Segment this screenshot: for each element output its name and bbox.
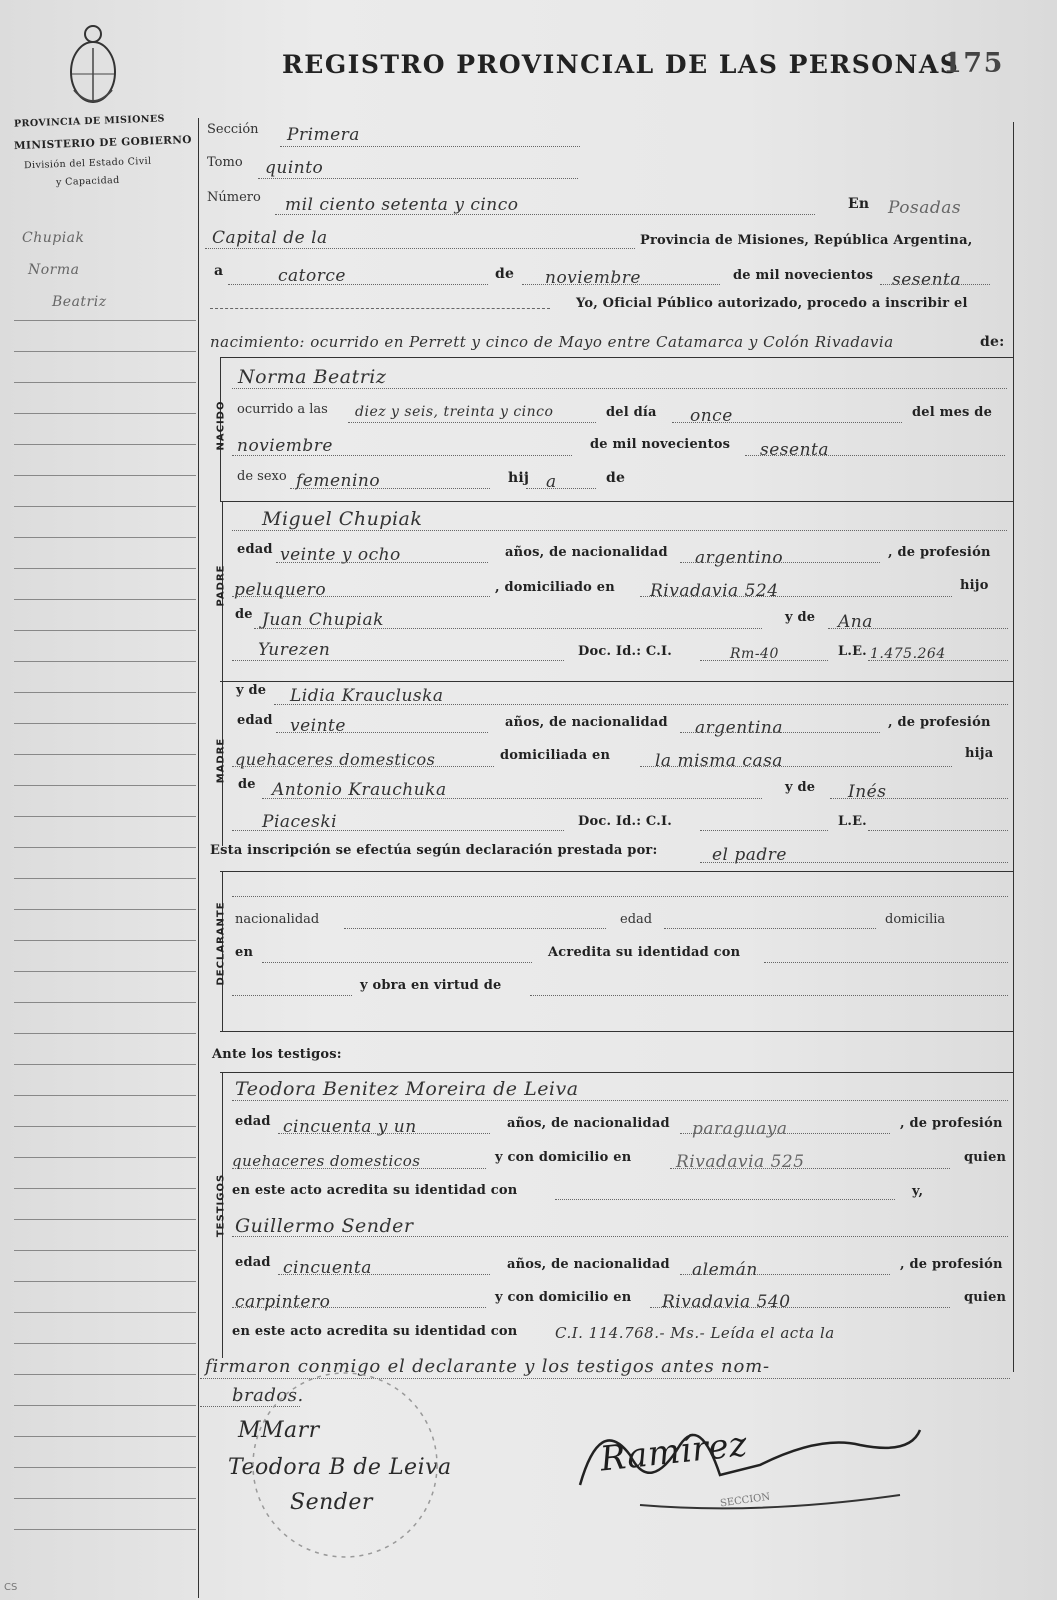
testigo2-id: C.I. 114.768.- Ms.- Leída el acta la: [555, 1324, 835, 1342]
padre-top-line: [220, 501, 1013, 502]
seal-stamp-icon: [245, 1285, 445, 1585]
padre-edad: veinte y ocho: [280, 545, 401, 565]
declarante-dom-label: domicilia: [885, 912, 946, 927]
padre-mother: Ana: [838, 612, 873, 632]
madre-mother-cont: Piaceski: [262, 812, 338, 832]
testigos-box-top-line: [220, 1072, 1013, 1073]
declarante-side-label: DECLARANTE: [215, 901, 227, 986]
padre-nacionalidad: argentino: [695, 548, 784, 568]
madre-edad-label: edad: [237, 713, 273, 728]
birth-day: once: [690, 406, 733, 426]
division-label: División del Estado Civil: [23, 155, 152, 172]
nacido-name: Norma Beatriz: [238, 366, 387, 388]
birth-year-label: de mil novecientos: [590, 437, 731, 452]
declarante-por: el padre: [712, 845, 787, 865]
testigo1-quien-label: quien: [964, 1150, 1007, 1165]
en-label: En: [848, 196, 870, 212]
madre-profesion: quehaceres domesticos: [235, 750, 436, 769]
declarante-nac-label: nacionalidad: [235, 912, 320, 927]
testigo1-name: Teodora Benitez Moreira de Leiva: [235, 1078, 579, 1100]
padre-mother-cont: Yurezen: [258, 640, 331, 660]
padre-side-label: PADRE: [215, 564, 227, 607]
testigos-intro: Ante los testigos:: [212, 1047, 342, 1062]
testigo1-prof-label: , de profesión: [900, 1116, 1003, 1131]
madre-side-label: MADRE: [215, 737, 227, 784]
padre-le: 1.475.264: [870, 646, 946, 662]
province-text: Provincia de Misiones, República Argentina,: [640, 233, 973, 248]
testigo1-edad: cincuenta y un: [283, 1117, 417, 1137]
seccion-label: Sección: [207, 122, 259, 137]
testigo1-nac-label: años, de nacionalidad: [507, 1116, 670, 1131]
testigo1-profesion: quehaceres domesticos: [232, 1152, 421, 1170]
registry-day: catorce: [278, 266, 346, 286]
margin-note-surname: Chupiak: [22, 230, 85, 246]
de-colon-label: de:: [980, 334, 1005, 350]
testigo1-domicilio: Rivadavia 525: [676, 1152, 805, 1172]
padre-domicilio: Rivadavia 524: [650, 581, 779, 601]
madre-top-line: [220, 681, 1013, 682]
testigo2-dom-label: y con domicilio en: [495, 1290, 632, 1305]
declarante-edad-label: edad: [620, 912, 653, 927]
footer-code: CS: [4, 1582, 18, 1593]
padre-hijo-label: hijo: [960, 578, 989, 593]
padre-dom-label: , domiciliado en: [495, 580, 615, 595]
page-title: REGISTRO PROVINCIAL DE LAS PERSONAS: [282, 50, 960, 79]
numero-value: mil ciento setenta y cinco: [285, 195, 519, 215]
sexo-value: femenino: [296, 471, 381, 491]
official-signature-stroke-icon: [560, 1395, 940, 1535]
declarante-acredita-label: Acredita su identidad con: [548, 945, 741, 960]
year-label: de mil novecientos: [733, 268, 874, 283]
nacido-top-line: [220, 357, 1013, 358]
padre-profesion: peluquero: [234, 580, 327, 600]
declarante-en-label: en: [235, 945, 254, 960]
nacido-side-label: NACIDO: [215, 400, 227, 451]
padre-nac-label: años, de nacionalidad: [505, 545, 668, 560]
madre-yde-label: y de: [236, 683, 267, 698]
registry-month: noviembre: [545, 268, 641, 288]
testigo2-quien-label: quien: [964, 1290, 1007, 1305]
closing-line-1: firmaron conmigo el declarante y los testigos antes nom-: [205, 1356, 770, 1377]
testigo1-dom-label: y con domicilio en: [495, 1150, 632, 1165]
testigo2-domicilio: Rivadavia 540: [662, 1292, 791, 1312]
declarante-intro: Esta inscripción se efectúa según declaración prestada por:: [210, 843, 658, 858]
padre-name: Miguel Chupiak: [262, 508, 423, 530]
madre-nacionalidad: argentina: [695, 718, 784, 738]
margin-note-name-2: Beatriz: [52, 294, 107, 310]
sexo-label: de sexo: [237, 469, 287, 484]
del-mes-label: del mes de: [912, 405, 993, 420]
testigos-top-line: [220, 1031, 1013, 1032]
madre-name: Lidia Kraucluska: [290, 686, 444, 706]
testigo2-nacionalidad: alemán: [692, 1260, 758, 1280]
seccion-value: Primera: [287, 125, 360, 145]
capital-text: Capital de la: [212, 228, 328, 248]
page-number: 175: [943, 48, 1004, 79]
act-text: nacimiento: ocurrido en Perrett y cinco de Mayo entre Catamarca y Colón Rivadavia: [210, 333, 894, 351]
en-city: Posadas: [888, 198, 962, 218]
padre-de-label: de: [235, 607, 253, 622]
testigo2-name: Guillermo Sender: [235, 1215, 414, 1237]
margin-note-name: Norma: [28, 262, 80, 278]
birth-year: sesenta: [760, 440, 829, 460]
tomo-value: quinto: [265, 158, 324, 178]
testigo1-y-label: y,: [912, 1184, 924, 1199]
testigo2-nac-label: años, de nacionalidad: [507, 1257, 670, 1272]
hij-value: a: [546, 472, 557, 492]
ocurrido-label: ocurrido a las: [237, 402, 328, 417]
testigo1-nacionalidad: paraguaya: [692, 1119, 788, 1139]
padre-doc-label: Doc. Id.: C.I.: [578, 644, 672, 659]
madre-hija-label: hija: [965, 746, 994, 761]
madre-mother: Inés: [848, 782, 887, 802]
testigo1-edad-label: edad: [235, 1114, 271, 1129]
a-label: a: [214, 263, 224, 279]
signature-1: MMarr: [238, 1418, 320, 1443]
declarante-obra-label: y obra en virtud de: [360, 978, 502, 993]
hij-label: hij: [508, 470, 530, 486]
padre-ci: Rm-40: [730, 646, 779, 662]
testigo2-profesion: carpintero: [235, 1292, 331, 1312]
testigo1-acredita-label: en este acto acredita su identidad con: [232, 1183, 518, 1198]
testigo2-acredita-label: en este acto acredita su identidad con: [232, 1324, 518, 1339]
padre-edad-label: edad: [237, 542, 273, 557]
testigo2-edad-label: edad: [235, 1255, 271, 1270]
stamp-text: SECCION: [719, 1491, 771, 1510]
padre-yde-label: y de: [785, 610, 816, 625]
testigo2-edad: cincuenta: [283, 1258, 372, 1278]
hij-de-label: de: [606, 470, 626, 486]
frame-right-line: [1013, 122, 1014, 1372]
del-dia-label: del día: [606, 405, 657, 420]
tomo-label: Tomo: [207, 155, 243, 170]
madre-doc-label: Doc. Id.: C.I.: [578, 814, 672, 829]
madre-prof-label: , de profesión: [888, 715, 991, 730]
signature-2: Teodora B de Leiva: [228, 1455, 452, 1480]
madre-yde2-label: y de: [785, 780, 816, 795]
madre-edad: veinte: [290, 716, 346, 736]
official-signature: Ramírez: [598, 1424, 750, 1480]
madre-father: Antonio Krauchuka: [272, 780, 447, 800]
madre-le-label: L.E.: [838, 814, 867, 829]
province-label: PROVINCIA DE MISIONES: [13, 113, 165, 130]
numero-label: Número: [207, 190, 261, 205]
officer-text: Yo, Oficial Público autorizado, procedo a inscribir el: [576, 296, 968, 311]
padre-le-label: L.E.: [838, 644, 867, 659]
division-label-2: y Capacidad: [55, 174, 120, 189]
coat-of-arms-icon: [62, 20, 124, 108]
testigos-side-label: TESTIGOS: [215, 1173, 227, 1238]
closing-line-2: brados.: [232, 1385, 304, 1406]
birth-month: noviembre: [237, 436, 333, 456]
testigo2-prof-label: , de profesión: [900, 1257, 1003, 1272]
ministry-label: MINISTERIO DE GOBIERNO: [13, 133, 192, 153]
padre-prof-label: , de profesión: [888, 545, 991, 560]
frame-left-line: [198, 118, 199, 1598]
de-label: de: [495, 266, 515, 282]
madre-domicilio: la misma casa: [655, 751, 783, 771]
madre-dom-label: domiciliada en: [500, 748, 611, 763]
madre-de-label: de: [238, 777, 256, 792]
declarante-top-line: [220, 871, 1013, 872]
madre-nac-label: años, de nacionalidad: [505, 715, 668, 730]
birth-time: diez y seis, treinta y cinco: [355, 404, 554, 420]
registry-year: sesenta: [892, 270, 961, 290]
signature-3: Sender: [290, 1490, 373, 1515]
padre-father: Juan Chupiak: [262, 610, 384, 630]
